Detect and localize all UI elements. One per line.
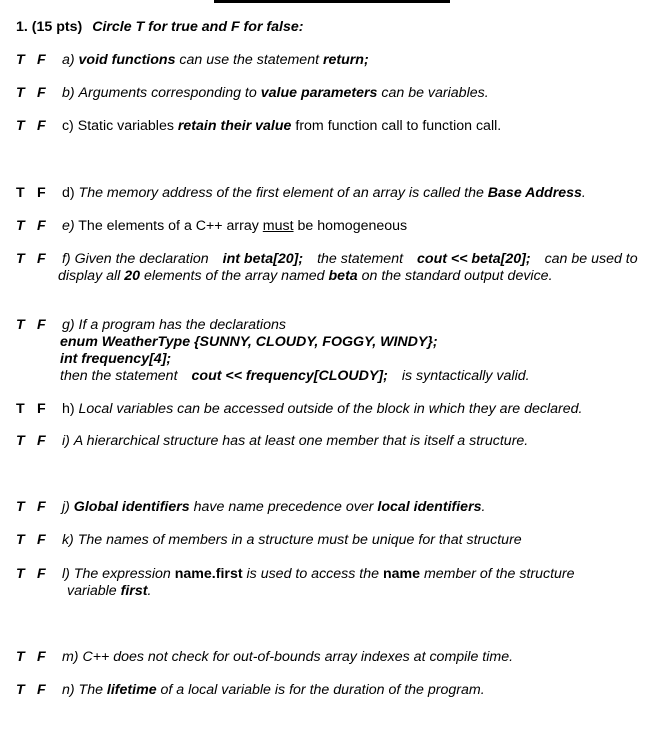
statement-text: then the statement [60,368,178,384]
false-option: F [37,401,46,417]
question-heading [16,19,303,35]
true-option: T [16,401,25,417]
statement-text: C++ does not check for out-of-bounds array indexes at compile time. [82,649,514,665]
statement-text: name.first [174,566,243,582]
statement-text: member of the structure [420,566,575,582]
question-g [16,317,286,334]
statement-text: on the standard output device. [357,268,553,284]
false-option: F [37,317,46,333]
question-l-line2 [67,583,151,600]
statement-text: The names of members in a structure must be unique for that structure [77,532,522,548]
code-text: int beta[20]; [222,251,304,267]
statement-text: the statement [317,251,404,267]
item-label: h) [61,401,75,417]
tf-choice[interactable] [16,218,58,235]
item-label: m) [61,649,79,665]
item-label: i) [61,433,70,449]
statement-text: is syntactically valid. [401,368,530,384]
question-f-line2 [58,268,553,285]
statement-text: beta [328,268,358,284]
tf-choice[interactable] [16,52,58,69]
statement-text: The memory address of the first element of an array is called the [78,185,488,201]
statement-text: have name precedence over [189,499,378,515]
tf-choice[interactable] [16,649,58,666]
question-c [16,118,501,135]
statement-text: The [78,682,107,698]
statement-text: must [262,218,294,234]
statement-text: of a local variable is for the duration of the program. [156,682,485,698]
tf-choice[interactable] [16,118,58,135]
question-l [16,566,575,583]
true-option: T [16,52,25,68]
true-option: T [16,682,25,698]
statement-text: is used to access the [242,566,383,582]
true-option: T [16,317,25,333]
tf-choice[interactable] [16,85,58,102]
question-g-line4 [60,368,530,385]
item-label: b) [61,85,75,101]
true-option: T [16,85,25,101]
item-label: k) [61,532,74,548]
tf-choice[interactable] [16,317,58,334]
statement-text: Global identifiers [73,499,190,515]
question-d [16,185,586,202]
statement-text: from function call to function call. [291,118,502,134]
true-option: T [16,649,25,665]
statement-text: 20 [124,268,141,284]
false-option: F [37,218,46,234]
statement-text: value parameters [260,85,378,101]
item-label: n) [61,682,75,698]
top-rule [214,0,450,3]
false-option: F [37,52,46,68]
item-label: e) [61,218,75,234]
true-option: T [16,251,25,267]
question-a [16,52,369,69]
false-option: F [37,499,46,515]
statement-text: . [147,583,152,599]
statement-text: Local variables can be accessed outside of the block in which they are declared. [78,401,583,417]
statement-text: void functions [78,52,176,68]
tf-choice[interactable] [16,251,58,268]
item-label: d) [61,185,75,201]
item-label: a) [61,52,75,68]
question-k [16,532,522,549]
tf-choice[interactable] [16,401,58,418]
statement-text: The expression [73,566,175,582]
statement-text: name [382,566,420,582]
question-f [16,251,638,268]
false-option: F [37,532,46,548]
question-h [16,401,583,418]
statement-text: If a program has the declarations [78,317,286,333]
false-option: F [37,566,46,582]
statement-text: A hierarchical structure has at least one member that is itself a structure. [73,433,529,449]
statement-text: can be variables. [377,85,489,101]
false-option: F [37,118,46,134]
question-e [16,218,407,235]
true-option: T [16,532,25,548]
question-b [16,85,489,102]
statement-text: The elements of a C++ array [78,218,263,234]
statement-text: elements of the array named [140,268,329,284]
true-option: T [16,218,25,234]
tf-choice[interactable] [16,185,58,202]
item-label: l) [61,566,70,582]
tf-choice[interactable] [16,433,58,450]
statement-text: lifetime [106,682,157,698]
item-label: c) [61,118,74,134]
statement-text: Arguments corresponding to [78,85,261,101]
question-points: (15 pts) [31,19,83,35]
code-text: cout << beta[20]; [417,251,531,267]
statement-text: display all [58,268,125,284]
code-enum: enum WeatherType {SUNNY, CLOUDY, FOGGY, WINDY}; [60,334,438,350]
tf-choice[interactable] [16,499,58,516]
question-m [16,649,513,666]
statement-text: can use the statement [175,52,323,68]
false-option: F [37,85,46,101]
statement-text: local identifiers [377,499,482,515]
tf-choice[interactable] [16,682,58,699]
statement-text: variable [67,583,121,599]
code-text: cout << frequency[CLOUDY]; [191,368,388,384]
false-option: F [37,185,46,201]
question-number: 1. [16,19,28,35]
statement-text: retain their value [177,118,292,134]
true-option: T [16,499,25,515]
statement-text: Static variables [77,118,178,134]
tf-choice[interactable] [16,532,58,549]
item-label: j) [61,499,70,515]
true-option: T [16,118,25,134]
false-option: F [37,251,46,267]
question-instruction: Circle T for true and F for false: [92,19,304,35]
code-array: int frequency[4]; [60,351,172,367]
statement-text: return; [322,52,369,68]
false-option: F [37,433,46,449]
question-n [16,682,485,699]
true-option: T [16,185,25,201]
statement-text: first [120,583,148,599]
true-option: T [16,566,25,582]
question-j [16,499,485,516]
true-option: T [16,433,25,449]
false-option: F [37,682,46,698]
statement-text: . [481,499,486,515]
statement-text: can be used to [544,251,638,267]
item-label: f) [61,251,71,267]
statement-text: . [581,185,586,201]
item-label: g) [61,317,75,333]
false-option: F [37,649,46,665]
question-i [16,433,528,450]
statement-text: Given the declaration [74,251,209,267]
statement-text: Base Address [487,185,582,201]
statement-text: be homogeneous [293,218,408,234]
tf-choice[interactable] [16,566,58,583]
